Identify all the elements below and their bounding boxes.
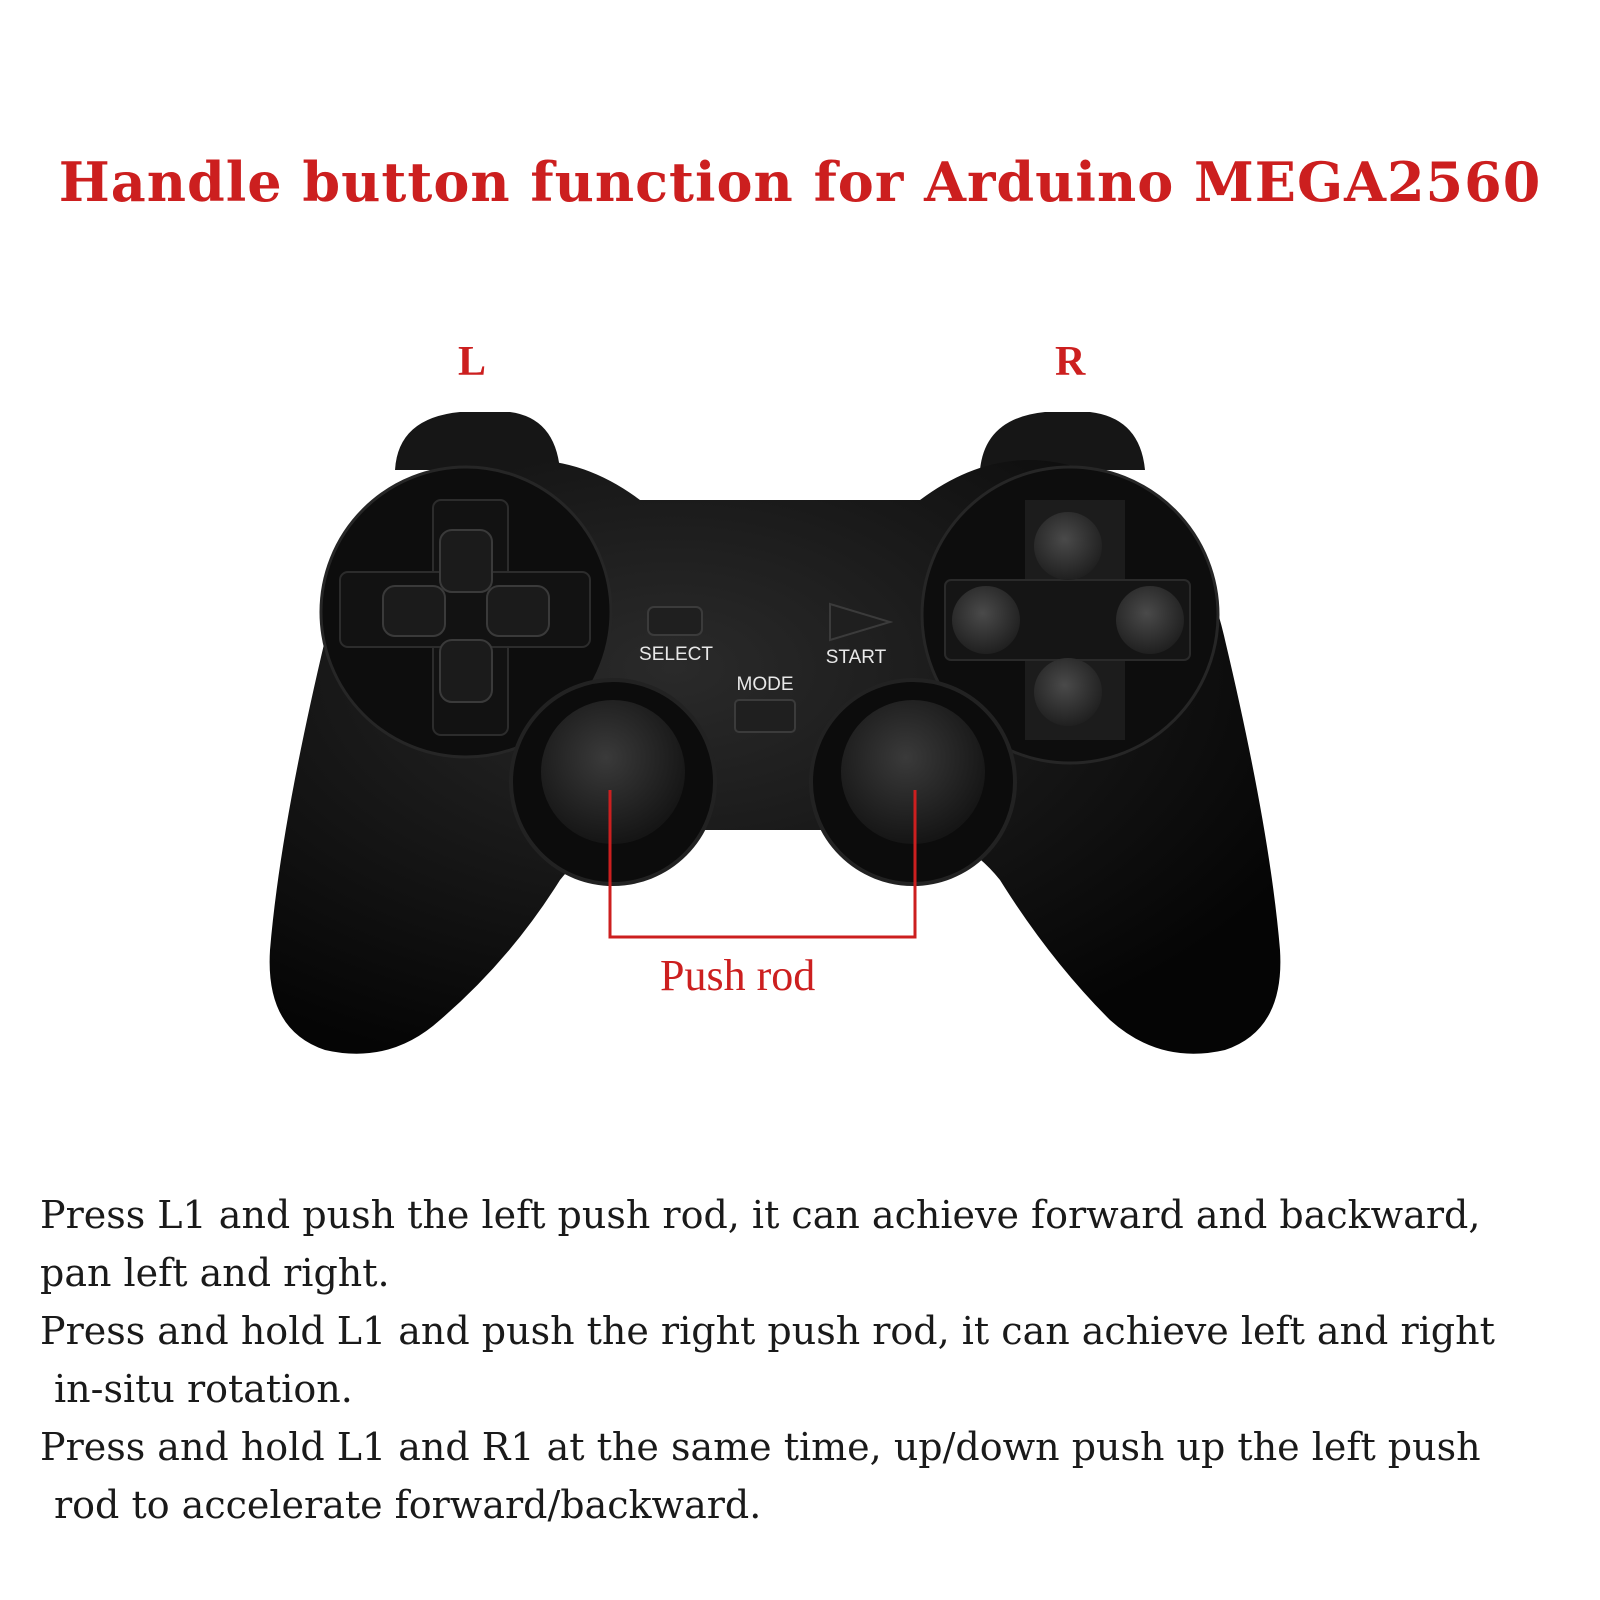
- instruction-line: pan left and right.: [40, 1251, 390, 1295]
- mode-text: MODE: [736, 674, 794, 695]
- instruction-line: Press L1 and push the left push rod, it can achieve forward and backward,: [40, 1193, 1481, 1237]
- instruction-line: Press and hold L1 and push the right push rod, it can achieve left and right: [40, 1309, 1495, 1353]
- r1-shoulder-button: [980, 412, 1145, 470]
- triangle-button: [1034, 512, 1102, 580]
- dpad-down-button: [440, 640, 492, 702]
- start-text: START: [825, 647, 887, 668]
- instruction-line: in-situ rotation.: [54, 1367, 353, 1411]
- circle-button: [1116, 586, 1184, 654]
- instruction-line: Press and hold L1 and R1 at the same time, up/down push up the left push: [40, 1425, 1481, 1469]
- mode-button: [735, 700, 795, 732]
- instructions-block: [40, 1186, 1590, 1534]
- page-title: Handle button function for Arduino MEGA2560: [58, 150, 1542, 214]
- left-analog-stick: [541, 700, 685, 844]
- push-rod-label: Push rod: [660, 951, 816, 1000]
- dpad-up-button: [440, 530, 492, 592]
- select-button: [648, 607, 702, 635]
- dpad-left-button: [383, 586, 445, 636]
- square-button: [952, 586, 1020, 654]
- cross-button: [1034, 658, 1102, 726]
- select-text: SELECT: [639, 644, 713, 665]
- right-shoulder-label: R: [1055, 339, 1086, 385]
- dpad-right-button: [487, 586, 549, 636]
- right-analog-stick: [841, 700, 985, 844]
- left-shoulder-label: L: [458, 339, 487, 385]
- instruction-line: rod to accelerate forward/backward.: [54, 1483, 762, 1527]
